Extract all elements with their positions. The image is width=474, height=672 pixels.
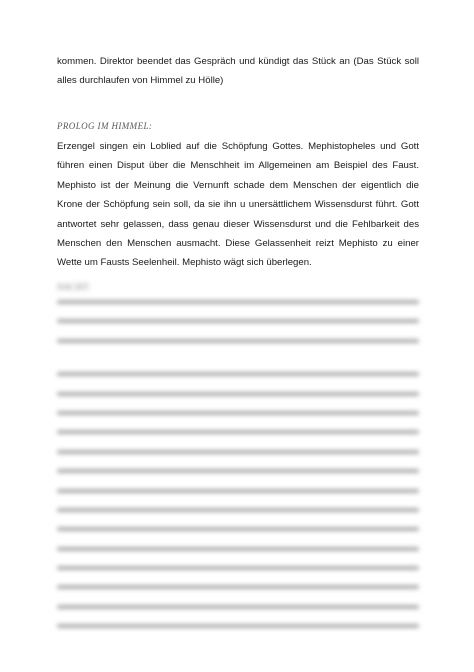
intro-paragraph: kommen. Direktor beendet das Gespräch und kündigt das Stück an (Das Stück soll alles durchlaufen von Himmel zu Hölle) [57,56,419,87]
blurred-line [57,372,419,376]
blurred-line [57,585,419,589]
document-page [57,0,419,672]
blurred-heading: NACHT: [57,282,91,292]
blurred-line [57,319,419,323]
blurred-line [57,605,419,609]
blurred-line [57,469,419,473]
blurred-line [57,411,419,415]
blurred-content [57,282,419,644]
blurred-line [57,392,419,396]
section-heading: PROLOG IM HIMMEL: [57,121,153,131]
blurred-line [57,624,419,628]
blurred-line [57,430,419,434]
blurred-line [57,508,419,512]
blurred-line [57,300,419,304]
blurred-line [57,339,419,343]
blurred-line [57,547,419,551]
blurred-line [57,489,419,493]
blurred-line [57,527,419,531]
blurred-line [57,566,419,570]
blurred-line [57,450,419,454]
section-paragraph: Erzengel singen ein Loblied auf die Schöpfung Gottes. Mephistopheles und Gott führen einen Disput über die Menschheit im Allgemeinen am Beispiel des Faust. Mephisto ist der Meinung die Vernunft schade dem Menschen der eigentlich die Krone der Schöpfung sein soll, da sie ihn u unersättlichem Wissensdurst führt. Gott antwortet sehr gelassen, dass genau dieser Wissensdurst und die Fehlbarkeit des Menschen den Menschen ausmacht. Diese Gelassenheit reizt Mephisto zu einer Wette um Fausts Seelenheil. Mephisto wägt sich überlegen. [57,141,419,269]
